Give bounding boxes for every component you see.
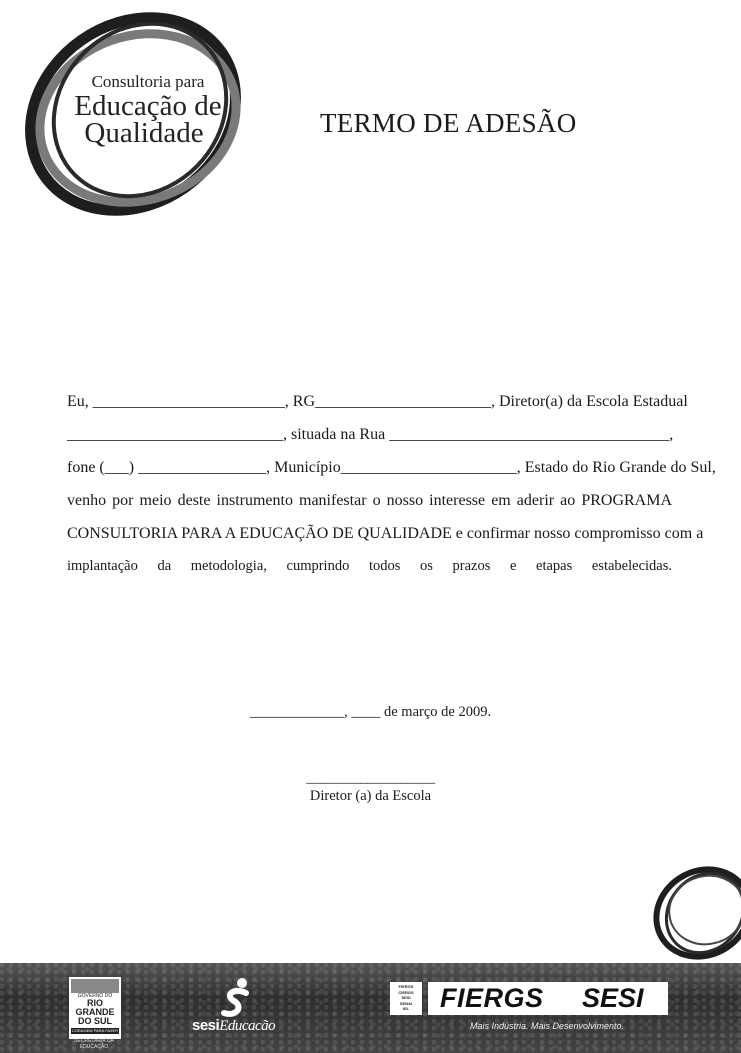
rs-logo-band: CORAGEM PARA FAZER: [71, 1028, 119, 1033]
fiergs-box-item: SESI: [401, 995, 411, 1000]
signature-label: Diretor (a) da Escola: [309, 788, 432, 804]
sesi-wordmark: SESI: [582, 983, 644, 1013]
rs-logo-small: GOVERNO DO: [77, 993, 113, 999]
rs-logo-big2: DO SUL: [77, 1016, 112, 1026]
date-line: _____________, ____ de março de 2009.: [249, 704, 492, 720]
fiergs-slogan: Mais Indústria. Mais Desenvolvimento.: [470, 1021, 625, 1031]
sesi-educacao-light: Educacão: [219, 1018, 276, 1034]
rs-government-logo: [69, 977, 121, 1039]
logo-line-educacao: Educação de: [74, 90, 222, 122]
body-line-6: implantação da metodologia, cumprindo todos os prazos e etapas estabelecidas.: [67, 558, 672, 574]
document-title: TERMO DE ADESÃO: [320, 108, 577, 138]
fiergs-wordmark: FIERGS: [440, 983, 544, 1013]
body-line-5: CONSULTORIA PARA A EDUCAÇÃO DE QUALIDADE e confirmar nosso compromisso com a: [67, 525, 704, 542]
body-line-3: fone (___) ________________, Município______________________, Estado do Rio Grande do Sul,: [67, 459, 716, 476]
signature-line: ___________________: [306, 770, 435, 786]
rs-logo-caption: SECRETARIA DA EDUCAÇÃO: [74, 1038, 114, 1050]
footer-band: [0, 963, 741, 1053]
sesi-educacao-logo: [192, 1017, 275, 1035]
fiergs-system-box: [390, 982, 422, 1015]
sesi-s-icon: [216, 977, 256, 1017]
fiergs-box-item: CIERGS: [398, 989, 414, 995]
logo-line-qualidade: Qualidade: [84, 117, 204, 149]
body-line-2: ___________________________, situada na Rua ___________________________________,: [67, 426, 674, 443]
logo-line-consultoria: Consultoria para: [91, 72, 205, 91]
fiergs-box-item: IEL: [402, 1006, 410, 1011]
fiergs-box-item: SENAI: [399, 1000, 413, 1006]
rs-logo-big1: RIO GRANDE: [75, 998, 115, 1017]
sesi-educacao-bold: sesi: [192, 1017, 220, 1034]
body-line-1: Eu, ________________________, RG______________________, Diretor(a) da Escola Estadual: [67, 393, 688, 410]
body-line-4: venho por meio deste instrumento manifestar o nosso interesse em aderir ao PROGRAMA: [67, 492, 672, 509]
consultoria-logo: [8, 6, 258, 231]
fiergs-box-item: FIERGS: [398, 984, 414, 989]
rs-flag-icon: [71, 979, 119, 993]
corner-rings-icon: [645, 855, 741, 965]
